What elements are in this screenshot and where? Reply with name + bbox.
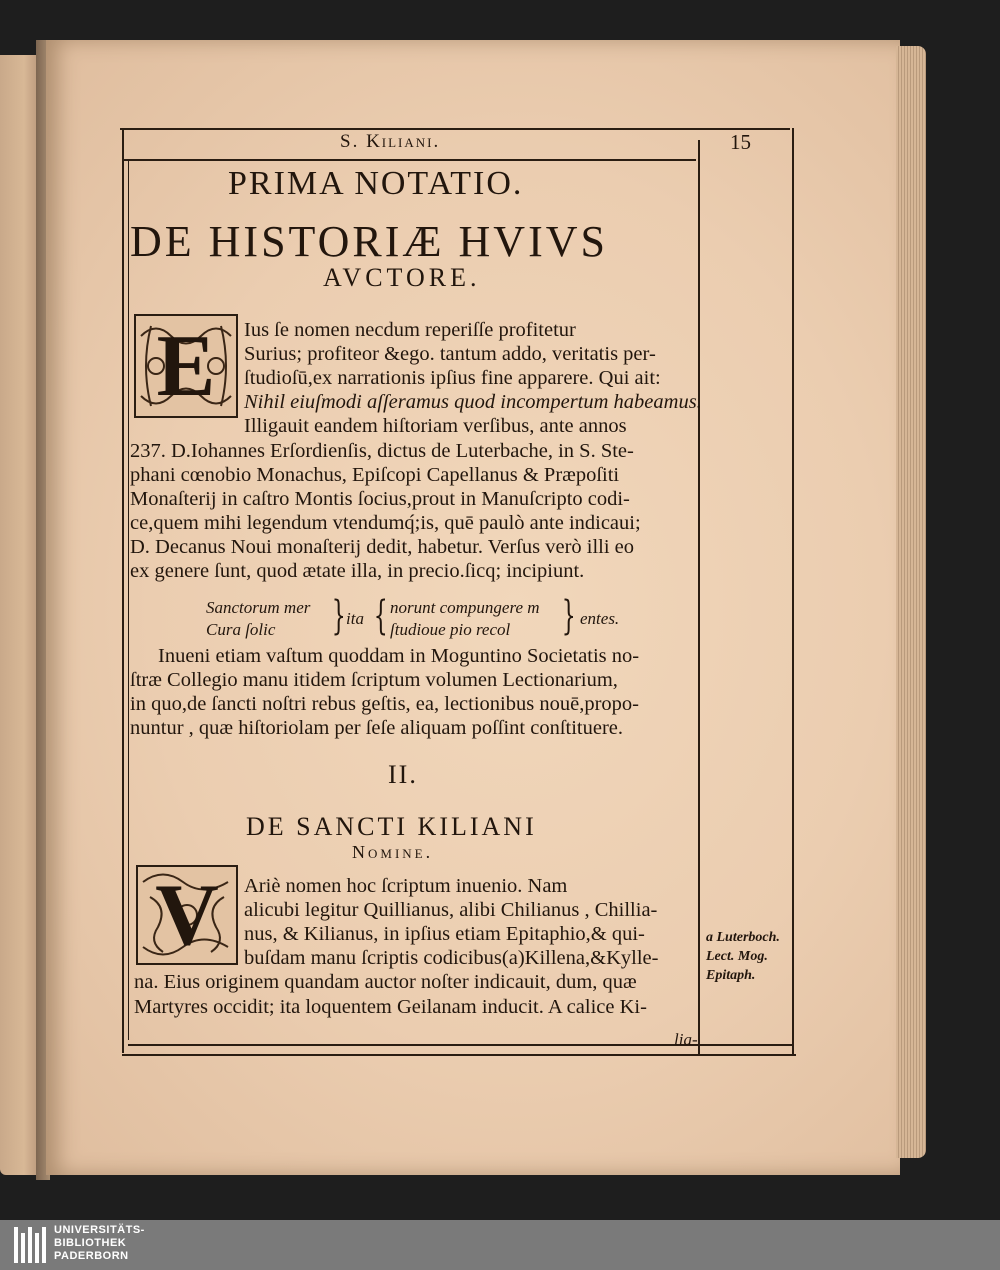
left-page-edge (0, 55, 40, 1175)
frame-rule-header (124, 159, 696, 161)
running-head: S. Kiliani. (340, 131, 441, 152)
paragraph-3-line: na. Eius originem quandam auctor noſter indicauit, dum, quæ (134, 971, 637, 994)
verse-left-1: Sanctorum mer (206, 598, 311, 617)
library-logo-icon (14, 1225, 48, 1265)
frame-rule-text-right (698, 140, 700, 1055)
section-subtitle: Nomine. (352, 842, 434, 862)
library-name (54, 1224, 145, 1263)
catchword: lia- (674, 1030, 698, 1049)
margin-note-2: Lect. Mog. (706, 949, 768, 964)
paragraph-1-line: ex genere ſunt, quod ætate illa, in precio.ſicq; incipiunt. (130, 560, 585, 582)
library-name-line-3: PADERBORN (54, 1250, 129, 1262)
paragraph-1-line: phani cœnobio Monachus, Epiſcopi Capellanus & Præpoſiti (130, 463, 620, 486)
heading-prima-notatio: PRIMA NOTATIO. (228, 165, 524, 202)
paragraph-3-line: nus, & Kilianus, in ipſius etiam Epitaphio,& qui- (244, 923, 645, 946)
brace-left: } (331, 593, 346, 639)
frame-rule-top (120, 128, 790, 130)
margin-note-1: a Luterboch. (706, 930, 780, 945)
verse-right-2: ſtudioue pio recol (390, 620, 511, 639)
library-name-line-1: UNIVERSITÄTS- (54, 1224, 145, 1236)
frame-rule-bottom-outer (122, 1054, 796, 1056)
paragraph-1-line: ce,quem mihi legendum vtendumq́;is, quē paulò ante indicaui; (130, 511, 641, 534)
brace-mid: { (373, 593, 388, 639)
paragraph-3-line: Martyres occidit; ita loquentem Geilanam inducit. A calice Ki- (134, 995, 647, 1018)
paragraph-1-line: ſtudioſū,ex narrationis ipſius fine apparere. Qui ait: (244, 367, 661, 390)
paragraph-2-line: in quo,de ſancti noſtri rebus geſtis, ea, lectionibus nouē,propo- (130, 693, 639, 716)
section-number: II. (388, 760, 418, 789)
paragraph-1-line: Illigauit eandem hiſtoriam verſibus, ante annos (244, 415, 627, 438)
paragraph-1-line: Surius; profiteor &ego. tantum addo, veritatis per- (244, 343, 656, 366)
paragraph-2-line: nuntur , quæ hiſtoriolam per ſeſe aliquam poſſint conſtituere. (130, 717, 624, 740)
verse-right-1: norunt compungere m (390, 598, 540, 617)
paragraph-3-line: alicubi legitur Quillianus, alibi Chilianus , Chillia- (244, 899, 658, 922)
margin-note-3: Epitaph. (706, 968, 756, 983)
paragraph-2-line: ſtræ Collegio manu itidem ſcriptum volumen Lectionarium, (130, 669, 618, 692)
paragraph-1-line: Monaſterij in caſtro Montis ſocius,prout in Manuſcripto codi- (130, 487, 630, 510)
frame-rule-right (792, 128, 794, 1056)
paragraph-3-line: Ariè nomen hoc ſcriptum inuenio. Nam (244, 875, 568, 897)
initial-letter: V (155, 866, 219, 964)
paragraph-1-line: Nihil eiuſmodi aſſeramus quod incompertum habeamus. (244, 391, 702, 414)
brace-right: } (561, 593, 576, 639)
paragraph-2-line: Inueni etiam vaſtum quoddam in Moguntino Societatis no- (158, 645, 640, 667)
page-edges (896, 46, 926, 1158)
section-title: DE SANCTI KILIANI (246, 812, 537, 841)
paragraph-3-line: buſdam manu ſcriptis codicibus(a)Killena,&Kylle- (244, 947, 659, 970)
paragraph-1-line: 237. D.Iohannes Erſordienſis, dictus de Luterbache, in S. Ste- (130, 439, 634, 462)
library-name-line-2: BIBLIOTHEK (54, 1237, 127, 1249)
heading-title: DE HISTORIÆ HVIVS (130, 217, 608, 266)
verse-end: entes. (580, 609, 620, 628)
initial-letter: E (156, 317, 216, 415)
decorated-initial-e (134, 314, 238, 418)
heading-subtitle: AVCTORE. (323, 263, 481, 292)
page-number: 15 (730, 130, 751, 154)
decorated-initial-v (136, 865, 238, 965)
verse-left-2: Cura ſolic (206, 620, 276, 639)
paragraph-1-line: Ius ſe nomen necdum reperiſſe profitetur (244, 319, 576, 341)
frame-rule-inner-left (128, 160, 129, 1040)
paragraph-1-line: D. Decanus Noui monaſterij dedit, habetur. Verſus verò illi eo (130, 535, 635, 558)
footer-bar (0, 1220, 1000, 1270)
frame-rule-left (122, 128, 124, 1053)
verse-mid: ita (346, 609, 364, 628)
